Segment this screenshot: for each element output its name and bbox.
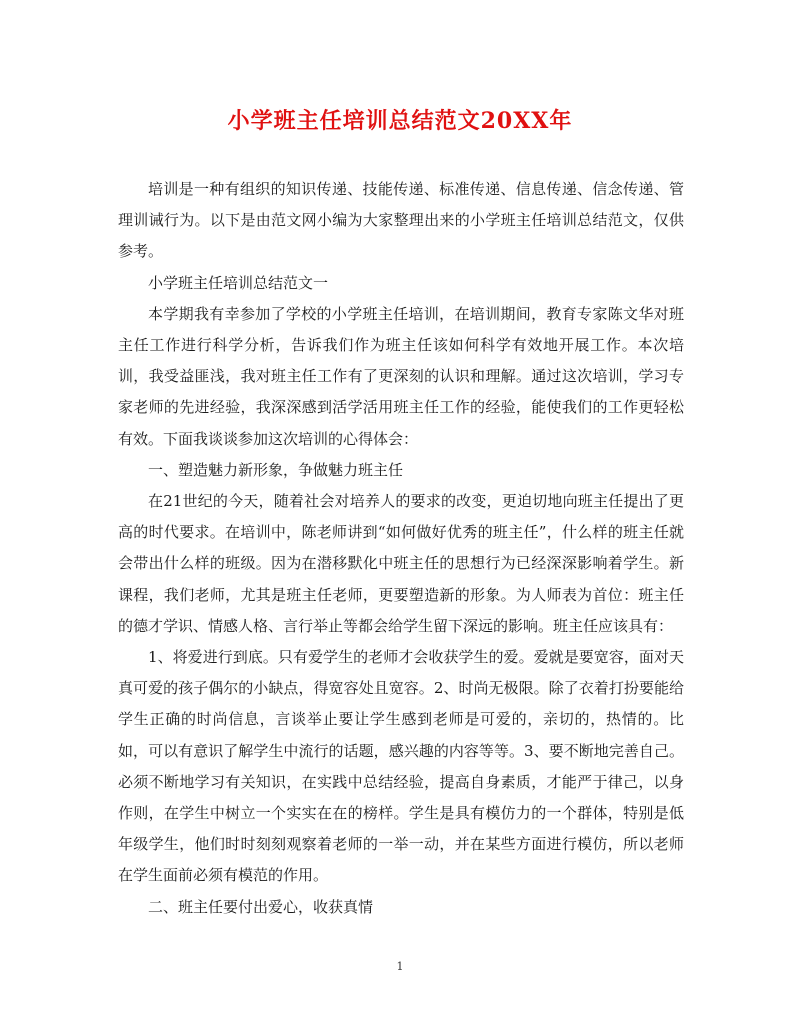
section-heading-one: 一、塑造魅力新形象，争做魅力班主任: [148, 460, 404, 479]
paragraph-training-overview: 本学期我有幸参加了学校的小学班主任培训，在培训期间，教育专家陈文华对班主任工作进行科学分析，告诉我们作为班主任该如何科学有效地开展工作。本次培训，我受益匪浅，我对班主任工作有了更深刻的认识和理解。通过这次培训，学习专家老师的先进经验，我深深感到活学活用班主任工作的经验，能使我们的工作更轻松有效。下面我谈谈参加这次培训的心得体会：: [118, 304, 684, 448]
section-heading-sample-one: 小学班主任培训总结范文一: [148, 273, 329, 292]
section-heading-two: 二、班主任要付出爱心，收获真情: [148, 897, 374, 916]
page-number: 1: [396, 960, 404, 973]
paragraph-new-image: 在21世纪的今天，随着社会对培养人的要求的改变，更迫切地向班主任提出了更高的时代要求。在培训中，陈老师讲到“如何做好优秀的班主任”，什么样的班主任就会带出什么样的班级。因为在潜移默化中班主任的思想行为已经深深影响着学生。新课程，我们老师，尤其是班主任老师，更要塑造新的形象。为人师表为首位：班主任的德才学识、情感人格、言行举止等都会给学生留下深远的影响。班主任应该具有：: [118, 492, 684, 635]
paragraph-qualities-list: 1、将爱进行到底。只有爱学生的老师才会收获学生的爱。爱就是要宽容，面对天真可爱的孩子偶尔的小缺点，得宽容处且宽容。2、时尚无极限。除了衣着打扮要能给学生正确的时尚信息，言谈举止要让学生感到老师是可爱的，亲切的，热情的。比如，可以有意识了解学生中流行的话题，感兴趣的内容等等。3、要不断地完善自己。必须不断地学习有关知识，在实践中总结经验，提高自身素质，才能严于律己，以身作则，在学生中树立一个实实在在的榜样。学生是具有模仿力的一个群体，特别是低年级学生，他们时时刻刻观察着老师的一举一动，并在某些方面进行模仿，所以老师在学生面前必须有模范的作用。: [118, 648, 684, 885]
document-body: [118, 174, 684, 923]
paragraph-intro: 培训是一种有组织的知识传递、技能传递、标准传递、信息传递、信念传递、管理训诫行为。以下是由范文网小编为大家整理出来的小学班主任培训总结范文，仅供参考。: [118, 180, 684, 261]
document-title: 小学班主任培训总结范文20XX年: [227, 108, 573, 134]
